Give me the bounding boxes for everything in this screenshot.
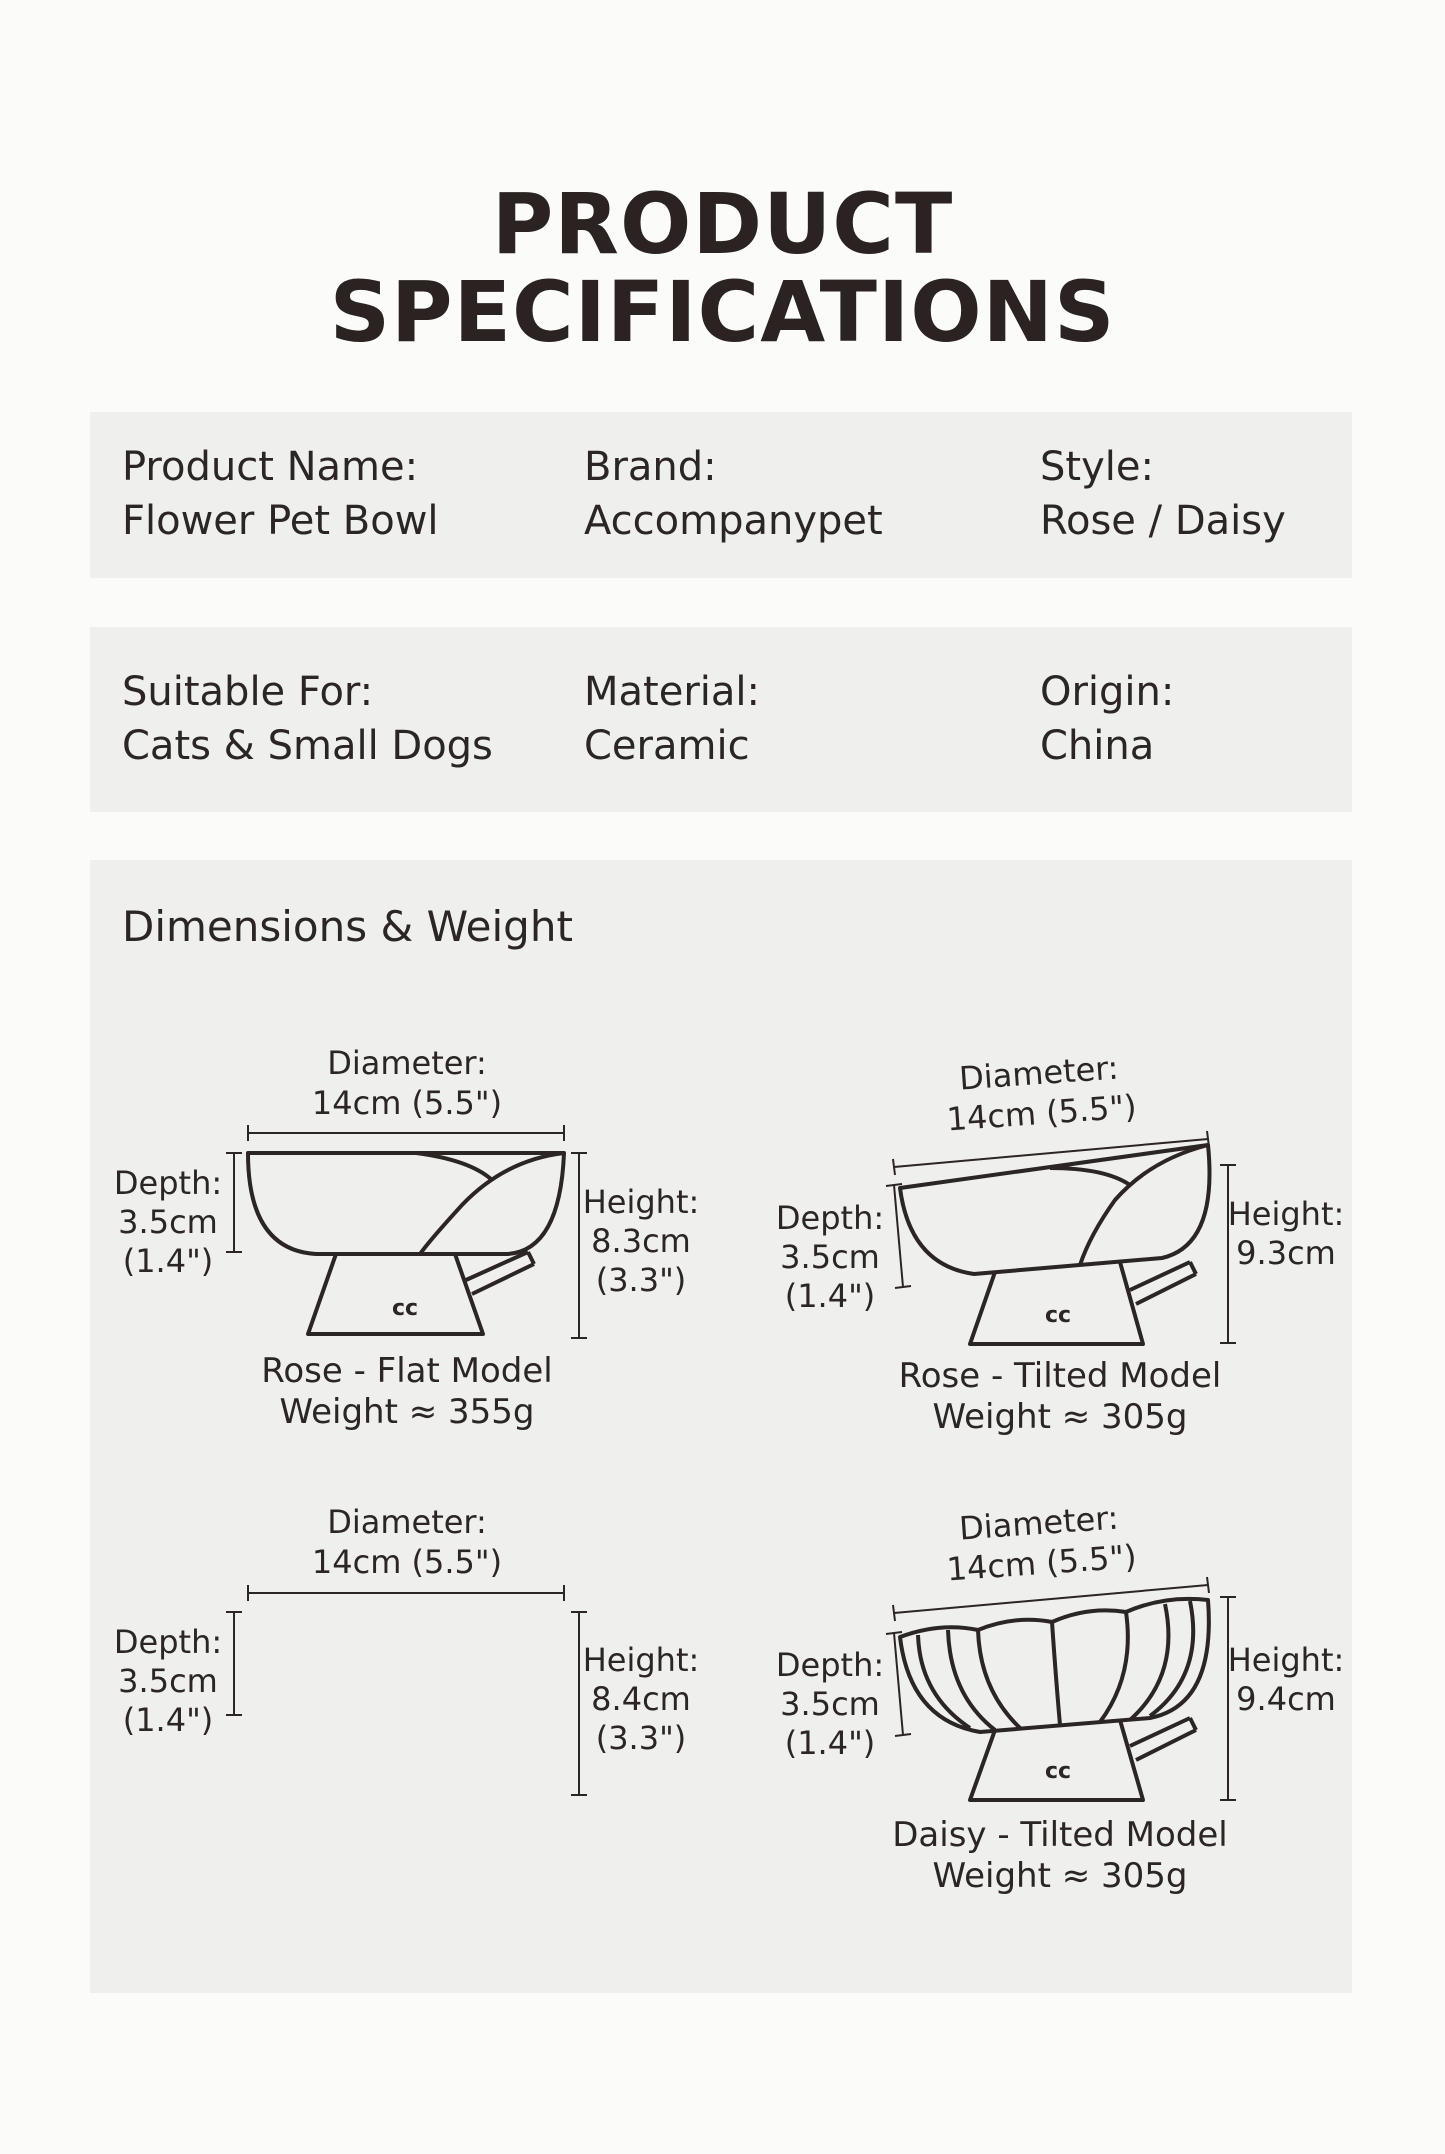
spec-value: Rose / Daisy <box>1040 498 1286 544</box>
depth-in: (1.4") <box>122 1701 214 1739</box>
spec-value: Cats & Small Dogs <box>122 723 493 769</box>
depth-cm: 3.5cm <box>118 1662 218 1700</box>
spec-label: Style: <box>1040 444 1154 490</box>
diameter-label: Diameter: <box>957 1498 1120 1548</box>
height-cm: 8.4cm <box>591 1680 691 1718</box>
dimension-drawings <box>90 860 1352 1993</box>
height-cm: 9.3cm <box>1236 1234 1336 1272</box>
spec-label: Material: <box>584 669 760 715</box>
diameter-label: Diameter: <box>957 1048 1120 1098</box>
page-title-line-2: SPECIFICATIONS <box>329 263 1116 361</box>
spec-label: Brand: <box>584 444 717 490</box>
model-name: Rose - Tilted Model <box>898 1356 1222 1396</box>
diameter-value: 14cm (5.5") <box>945 1537 1138 1589</box>
diameter-value: 14cm (5.5") <box>945 1087 1138 1139</box>
spec-value: Ceramic <box>584 723 750 769</box>
spec-card-details <box>90 627 1352 812</box>
height-in: (3.3") <box>595 1261 687 1299</box>
depth-cm: 3.5cm <box>780 1238 880 1276</box>
dimensions-card <box>90 860 1352 1993</box>
diameter-dimension-line <box>248 1125 564 1141</box>
diameter-value: 14cm (5.5") <box>311 1084 503 1122</box>
dimensions-heading: Dimensions & Weight <box>122 902 573 951</box>
spec-origin <box>1040 665 1174 773</box>
depth-cm: 3.5cm <box>780 1685 880 1723</box>
cc-logo: cc <box>391 1296 419 1321</box>
spec-value: Flower Pet Bowl <box>122 498 439 544</box>
depth-dimension-line <box>886 1184 911 1288</box>
depth-dimension-line <box>886 1632 911 1736</box>
spec-value: Accompanypet <box>584 498 883 544</box>
spec-suitable-for <box>122 665 493 773</box>
model-weight: Weight ≈ 305g <box>932 1856 1188 1896</box>
height-dimension-line <box>1220 1165 1236 1343</box>
page-title <box>0 175 1445 361</box>
model-name: Daisy - Tilted Model <box>892 1815 1228 1855</box>
height-label: Height: <box>1227 1641 1345 1679</box>
model-name: Rose - Flat Model <box>261 1351 553 1391</box>
height-in: (3.3") <box>595 1719 687 1757</box>
depth-label: Depth: <box>775 1646 885 1684</box>
depth-cm: 3.5cm <box>118 1203 218 1241</box>
spec-product-name <box>122 440 439 548</box>
depth-in: (1.4") <box>784 1724 876 1762</box>
diameter-value: 14cm (5.5") <box>311 1543 503 1581</box>
depth-label: Depth: <box>113 1623 223 1661</box>
depth-in: (1.4") <box>122 1242 214 1280</box>
depth-dimension-line <box>226 1153 242 1252</box>
diameter-dimension-line <box>893 1577 1209 1621</box>
depth-label: Depth: <box>775 1199 885 1237</box>
page-title-line-1: PRODUCT <box>491 175 954 273</box>
daisy-tilted-diagram <box>776 1497 1344 1896</box>
diameter-label: Diameter: <box>327 1503 487 1541</box>
cc-logo: cc <box>1044 1303 1072 1328</box>
height-label: Height: <box>582 1183 700 1221</box>
model-weight: Weight ≈ 305g <box>932 1397 1188 1437</box>
diameter-label: Diameter: <box>327 1044 487 1082</box>
height-label: Height: <box>1227 1195 1345 1233</box>
height-dimension-line <box>571 1153 587 1338</box>
spec-label: Origin: <box>1040 669 1175 715</box>
depth-in: (1.4") <box>784 1277 876 1315</box>
spec-label: Product Name: <box>122 444 419 490</box>
rose-flat-diagram <box>114 1044 699 1432</box>
spec-label: Suitable For: <box>122 669 374 715</box>
spec-value: China <box>1040 723 1155 769</box>
spec-style <box>1040 440 1286 548</box>
cc-logo: cc <box>1044 1759 1072 1784</box>
spec-brand <box>584 440 883 548</box>
height-dimension-line <box>1220 1597 1236 1800</box>
rose-tilted-diagram <box>776 1047 1344 1437</box>
height-cm: 8.3cm <box>591 1222 691 1260</box>
height-label: Height: <box>582 1641 700 1679</box>
depth-dimension-line <box>226 1612 242 1715</box>
height-cm: 9.4cm <box>1236 1680 1336 1718</box>
height-dimension-line <box>571 1612 587 1795</box>
spec-card-general <box>90 412 1352 578</box>
model-weight: Weight ≈ 355g <box>279 1392 535 1432</box>
diameter-dimension-line <box>248 1585 564 1601</box>
daisy-flat-diagram <box>114 1503 699 1795</box>
spec-material <box>584 665 760 773</box>
depth-label: Depth: <box>113 1164 223 1202</box>
